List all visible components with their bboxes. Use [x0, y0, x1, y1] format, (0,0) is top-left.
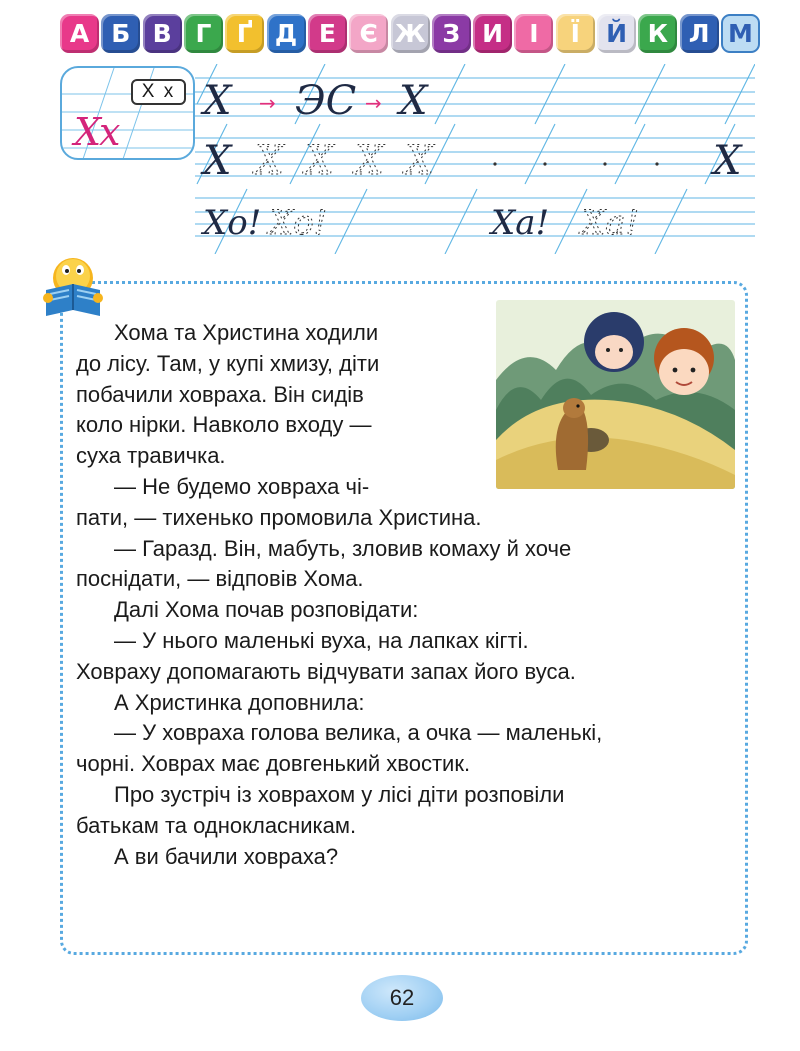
text-line: чорні. Ховрах має довгенький хвостик. — [76, 751, 471, 777]
reading-child-icon — [40, 254, 106, 320]
page-number: 62 — [361, 975, 443, 1021]
text-line: пати, — тихенько промовила Христина. — [76, 504, 482, 530]
alphabet-letter-tile: М — [721, 14, 760, 53]
text-line: — У нього маленькі вуха, на лапках кігті. — [114, 628, 529, 653]
traced-word-ha: Ха! — [581, 203, 640, 243]
arrow-2: → — [365, 91, 382, 115]
alphabet-letter-tile: Л — [680, 14, 719, 53]
script-x-row2-end: Х — [713, 138, 742, 184]
text-line: Далі Хома почав розповідати: — [114, 597, 419, 623]
alphabet-letter-tile: Е — [308, 14, 347, 53]
alphabet-letter-tile: Д — [267, 14, 306, 53]
dot-2 — [543, 162, 546, 165]
children-and-gopher-illustration — [496, 300, 735, 489]
script-x-1: Х — [203, 78, 232, 124]
text-line: А ви бачили ховраха? — [114, 843, 339, 869]
text-line: суха травичка. — [76, 443, 226, 469]
traced-x-4: Х — [405, 138, 434, 184]
alphabet-strip — [60, 10, 760, 56]
alphabet-letter-tile: І — [514, 14, 553, 53]
script-word-ho: Хо! — [203, 203, 262, 243]
alphabet-letter-tile: К — [638, 14, 677, 53]
alphabet-letter-tile: Б — [101, 14, 140, 53]
traced-x-3: Х — [355, 138, 384, 184]
text-line: батькам та однокласникам. — [76, 812, 357, 838]
script-x-row2: Х — [203, 138, 232, 184]
traced-word-ho: Хо! — [269, 203, 328, 243]
dot-1 — [493, 162, 496, 165]
text-line: Про зустріч із ховрахом у лісі діти розповіли — [114, 782, 565, 807]
text-line: коло нірки. Навколо входу — — [76, 412, 372, 438]
text-line: А Христинка доповнила: — [114, 689, 365, 715]
text-line: Ховраху допомагають відчувати запах його вуса. — [76, 658, 576, 684]
script-x-2: Х — [399, 78, 428, 124]
text-line: побачили ховраха. Він сидів — [76, 381, 364, 407]
alphabet-letter-tile: В — [143, 14, 182, 53]
alphabet-letter-tile: Ж — [391, 14, 430, 53]
text-line: до лісу. Там, у купі хмизу, діти — [76, 350, 380, 376]
text-line: — У ховраха голова велика, а очка — маленькі, — [114, 720, 603, 746]
text-line: — Гаразд. Він, мабуть, зловив комаху й хоче — [114, 535, 572, 561]
traced-x-2: Х — [305, 138, 334, 184]
alphabet-letter-tile: З — [432, 14, 471, 53]
traced-x-1: Х — [255, 138, 284, 184]
alphabet-letter-tile: Є — [349, 14, 388, 53]
arrow-1: → — [259, 91, 276, 115]
alphabet-letter-tile: Г — [184, 14, 223, 53]
alphabet-letter-tile: Ґ — [225, 14, 264, 53]
script-connected: ЭС — [295, 78, 357, 124]
letter-sample-box — [60, 66, 195, 160]
alphabet-letter-tile: Ї — [556, 14, 595, 53]
handwriting-lines — [195, 64, 755, 254]
alphabet-letter-tile: А — [60, 14, 99, 53]
dot-4 — [655, 162, 658, 165]
dot-3 — [603, 162, 606, 165]
text-line: Хома та Христина ходили — [114, 320, 379, 345]
alphabet-letter-tile: Й — [597, 14, 636, 53]
alphabet-letter-tile: И — [473, 14, 512, 53]
printed-letter-pair: Х х — [131, 79, 186, 105]
text-line: поснідати, — відповів Хома. — [76, 566, 364, 592]
script-word-ha: Ха! — [491, 203, 550, 243]
script-letter-pair: Хх — [74, 110, 119, 154]
text-line: — Не будемо ховраха чі- — [114, 474, 370, 499]
